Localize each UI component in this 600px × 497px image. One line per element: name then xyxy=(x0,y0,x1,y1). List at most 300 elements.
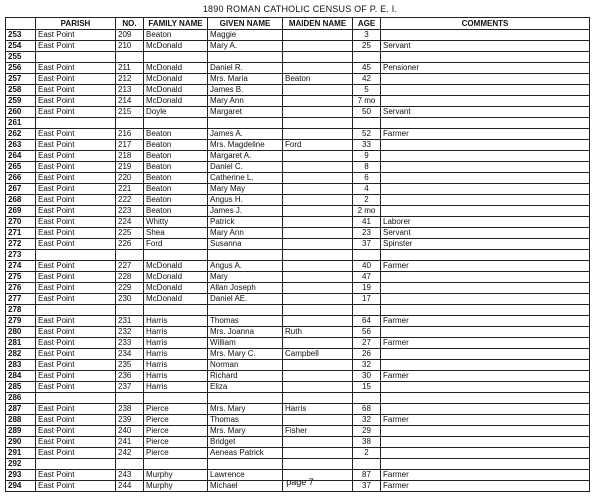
cell-family-name: Harris xyxy=(144,371,208,382)
cell-given-name: Mrs. Maria xyxy=(208,74,283,85)
table-row xyxy=(6,118,590,129)
cell-given-name: Mary A. xyxy=(208,41,283,52)
cell-age: 38 xyxy=(353,437,381,448)
cell-census-number: 231 xyxy=(116,316,144,327)
cell-family-name xyxy=(144,305,208,316)
cell-given-name: Norman xyxy=(208,360,283,371)
cell-age: 37 xyxy=(353,239,381,250)
cell-age xyxy=(353,52,381,63)
cell-family-name: McDonald xyxy=(144,96,208,107)
cell-family-name xyxy=(144,52,208,63)
cell-line-number: 257 xyxy=(6,74,36,85)
table-row xyxy=(6,173,590,184)
cell-family-name: Pierce xyxy=(144,437,208,448)
cell-comments xyxy=(381,151,590,162)
cell-maiden-name xyxy=(283,85,353,96)
cell-parish: East Point xyxy=(36,74,116,85)
cell-age: 47 xyxy=(353,272,381,283)
cell-given-name: Daniel AE. xyxy=(208,294,283,305)
cell-line-number: 254 xyxy=(6,41,36,52)
cell-family-name xyxy=(144,118,208,129)
table-row xyxy=(6,283,590,294)
cell-age: 7 mo xyxy=(353,96,381,107)
cell-comments: Servant xyxy=(381,228,590,239)
cell-comments: Farmer xyxy=(381,470,590,481)
cell-comments: Farmer xyxy=(381,316,590,327)
cell-comments xyxy=(381,173,590,184)
cell-parish: East Point xyxy=(36,481,116,492)
cell-family-name: McDonald xyxy=(144,85,208,96)
table-row xyxy=(6,217,590,228)
table-row xyxy=(6,129,590,140)
cell-comments: Farmer xyxy=(381,261,590,272)
cell-comments xyxy=(381,459,590,470)
cell-parish xyxy=(36,118,116,129)
cell-age xyxy=(353,250,381,261)
cell-parish: East Point xyxy=(36,360,116,371)
cell-family-name: Beaton xyxy=(144,173,208,184)
cell-census-number xyxy=(116,459,144,470)
cell-line-number: 283 xyxy=(6,360,36,371)
cell-family-name: Ford xyxy=(144,239,208,250)
cell-family-name: Beaton xyxy=(144,184,208,195)
cell-comments xyxy=(381,52,590,63)
cell-age: 26 xyxy=(353,349,381,360)
cell-census-number: 228 xyxy=(116,272,144,283)
cell-maiden-name xyxy=(283,184,353,195)
cell-maiden-name xyxy=(283,448,353,459)
cell-comments xyxy=(381,382,590,393)
cell-family-name: Harris xyxy=(144,316,208,327)
cell-census-number: 216 xyxy=(116,129,144,140)
cell-maiden-name xyxy=(283,41,353,52)
cell-maiden-name xyxy=(283,305,353,316)
cell-comments xyxy=(381,85,590,96)
cell-comments xyxy=(381,283,590,294)
cell-given-name xyxy=(208,393,283,404)
cell-family-name: McDonald xyxy=(144,283,208,294)
table-row xyxy=(6,184,590,195)
cell-census-number: 223 xyxy=(116,206,144,217)
cell-age: 3 xyxy=(353,30,381,41)
cell-family-name: Whitty xyxy=(144,217,208,228)
table-row xyxy=(6,261,590,272)
cell-maiden-name xyxy=(283,195,353,206)
cell-given-name: James J. xyxy=(208,206,283,217)
cell-family-name: Harris xyxy=(144,360,208,371)
cell-census-number: 212 xyxy=(116,74,144,85)
cell-line-number: 282 xyxy=(6,349,36,360)
table-header-row xyxy=(6,18,590,30)
cell-maiden-name xyxy=(283,371,353,382)
cell-given-name: Allan Joseph xyxy=(208,283,283,294)
table-row xyxy=(6,151,590,162)
cell-given-name: Patrick xyxy=(208,217,283,228)
cell-census-number: 243 xyxy=(116,470,144,481)
cell-maiden-name xyxy=(283,52,353,63)
cell-age: 29 xyxy=(353,426,381,437)
cell-given-name xyxy=(208,459,283,470)
cell-comments xyxy=(381,393,590,404)
cell-comments: Spinster xyxy=(381,239,590,250)
cell-line-number: 291 xyxy=(6,448,36,459)
cell-maiden-name xyxy=(283,272,353,283)
table-row xyxy=(6,195,590,206)
table-row xyxy=(6,41,590,52)
cell-maiden-name xyxy=(283,217,353,228)
cell-given-name: Mrs. Mary C. xyxy=(208,349,283,360)
cell-comments xyxy=(381,437,590,448)
cell-age: 2 mo xyxy=(353,206,381,217)
cell-census-number xyxy=(116,393,144,404)
table-row xyxy=(6,107,590,118)
cell-census-number: 213 xyxy=(116,85,144,96)
cell-age: 42 xyxy=(353,74,381,85)
cell-census-number xyxy=(116,305,144,316)
cell-given-name xyxy=(208,118,283,129)
cell-family-name: Murphy xyxy=(144,470,208,481)
cell-age: 17 xyxy=(353,294,381,305)
cell-family-name: Beaton xyxy=(144,206,208,217)
cell-comments: Farmer xyxy=(381,338,590,349)
cell-parish: East Point xyxy=(36,415,116,426)
cell-line-number: 262 xyxy=(6,129,36,140)
cell-comments xyxy=(381,426,590,437)
cell-family-name: Pierce xyxy=(144,415,208,426)
cell-line-number: 260 xyxy=(6,107,36,118)
column-header-parish: PARISH xyxy=(36,18,116,30)
cell-census-number xyxy=(116,118,144,129)
cell-line-number: 287 xyxy=(6,404,36,415)
page-title: 1890 ROMAN CATHOLIC CENSUS OF P. E. I. xyxy=(202,4,398,14)
cell-maiden-name xyxy=(283,316,353,327)
cell-census-number: 233 xyxy=(116,338,144,349)
table-row xyxy=(6,206,590,217)
cell-comments: Farmer xyxy=(381,481,590,492)
cell-parish: East Point xyxy=(36,338,116,349)
cell-age: 64 xyxy=(353,316,381,327)
column-header-comments: COMMENTS xyxy=(381,18,590,30)
cell-family-name: Harris xyxy=(144,349,208,360)
cell-parish: East Point xyxy=(36,437,116,448)
cell-line-number: 259 xyxy=(6,96,36,107)
cell-parish: East Point xyxy=(36,63,116,74)
cell-line-number: 267 xyxy=(6,184,36,195)
cell-census-number xyxy=(116,250,144,261)
cell-comments xyxy=(381,327,590,338)
table-row xyxy=(6,393,590,404)
cell-age: 32 xyxy=(353,360,381,371)
cell-age: 45 xyxy=(353,63,381,74)
cell-line-number: 265 xyxy=(6,162,36,173)
cell-maiden-name xyxy=(283,107,353,118)
cell-line-number: 273 xyxy=(6,250,36,261)
cell-comments xyxy=(381,404,590,415)
cell-parish xyxy=(36,250,116,261)
column-header-family-name: FAMILY NAME xyxy=(144,18,208,30)
cell-family-name: McDonald xyxy=(144,272,208,283)
cell-family-name: Pierce xyxy=(144,426,208,437)
cell-given-name: Thomas xyxy=(208,415,283,426)
cell-census-number: 232 xyxy=(116,327,144,338)
cell-census-number: 209 xyxy=(116,30,144,41)
cell-census-number: 230 xyxy=(116,294,144,305)
table-row xyxy=(6,162,590,173)
cell-age xyxy=(353,459,381,470)
cell-line-number: 268 xyxy=(6,195,36,206)
cell-maiden-name: Beaton xyxy=(283,74,353,85)
cell-age: 2 xyxy=(353,195,381,206)
census-table xyxy=(5,17,590,492)
table-row xyxy=(6,382,590,393)
cell-parish xyxy=(36,305,116,316)
cell-line-number: 256 xyxy=(6,63,36,74)
cell-parish: East Point xyxy=(36,349,116,360)
cell-line-number: 278 xyxy=(6,305,36,316)
cell-comments xyxy=(381,294,590,305)
cell-line-number: 261 xyxy=(6,118,36,129)
cell-census-number: 214 xyxy=(116,96,144,107)
cell-family-name: McDonald xyxy=(144,63,208,74)
cell-line-number: 272 xyxy=(6,239,36,250)
cell-family-name xyxy=(144,459,208,470)
cell-line-number: 293 xyxy=(6,470,36,481)
cell-comments xyxy=(381,118,590,129)
cell-parish: East Point xyxy=(36,239,116,250)
cell-parish: East Point xyxy=(36,184,116,195)
cell-census-number: 229 xyxy=(116,283,144,294)
cell-comments: Laborer xyxy=(381,217,590,228)
cell-maiden-name: Ford xyxy=(283,140,353,151)
cell-parish: East Point xyxy=(36,195,116,206)
cell-comments: Farmer xyxy=(381,415,590,426)
table-row xyxy=(6,316,590,327)
cell-age: 56 xyxy=(353,327,381,338)
table-row xyxy=(6,305,590,316)
cell-census-number: 217 xyxy=(116,140,144,151)
cell-census-number: 211 xyxy=(116,63,144,74)
cell-line-number: 285 xyxy=(6,382,36,393)
cell-parish: East Point xyxy=(36,382,116,393)
cell-age: 33 xyxy=(353,140,381,151)
cell-comments: Farmer xyxy=(381,371,590,382)
cell-comments xyxy=(381,162,590,173)
cell-comments xyxy=(381,206,590,217)
cell-family-name: Pierce xyxy=(144,448,208,459)
table-row xyxy=(6,74,590,85)
cell-census-number: 241 xyxy=(116,437,144,448)
cell-maiden-name xyxy=(283,459,353,470)
cell-family-name: Shea xyxy=(144,228,208,239)
cell-given-name: Mrs. Joanna xyxy=(208,327,283,338)
cell-family-name: Beaton xyxy=(144,140,208,151)
cell-given-name: Susanna xyxy=(208,239,283,250)
cell-census-number: 221 xyxy=(116,184,144,195)
cell-family-name: Beaton xyxy=(144,162,208,173)
cell-parish: East Point xyxy=(36,272,116,283)
table-row xyxy=(6,85,590,96)
cell-family-name: Harris xyxy=(144,338,208,349)
cell-maiden-name xyxy=(283,173,353,184)
table-row xyxy=(6,52,590,63)
cell-given-name xyxy=(208,305,283,316)
cell-age: 30 xyxy=(353,371,381,382)
cell-maiden-name xyxy=(283,162,353,173)
cell-age: 4 xyxy=(353,184,381,195)
cell-given-name: Michael xyxy=(208,481,283,492)
table-row xyxy=(6,371,590,382)
cell-census-number: 244 xyxy=(116,481,144,492)
cell-maiden-name xyxy=(283,338,353,349)
cell-given-name: Bridget xyxy=(208,437,283,448)
cell-age xyxy=(353,118,381,129)
cell-maiden-name: Campbell xyxy=(283,349,353,360)
cell-line-number: 280 xyxy=(6,327,36,338)
cell-census-number: 238 xyxy=(116,404,144,415)
cell-parish xyxy=(36,52,116,63)
cell-comments: Servant xyxy=(381,41,590,52)
cell-family-name xyxy=(144,250,208,261)
table-row xyxy=(6,272,590,283)
cell-comments xyxy=(381,349,590,360)
column-header-line-number xyxy=(6,18,36,30)
cell-given-name: Mrs. Mary xyxy=(208,426,283,437)
cell-comments xyxy=(381,184,590,195)
cell-age: 6 xyxy=(353,173,381,184)
cell-census-number: 240 xyxy=(116,426,144,437)
cell-line-number: 294 xyxy=(6,481,36,492)
table-row xyxy=(6,294,590,305)
cell-comments xyxy=(381,448,590,459)
cell-line-number: 264 xyxy=(6,151,36,162)
cell-comments xyxy=(381,195,590,206)
cell-parish: East Point xyxy=(36,371,116,382)
cell-parish: East Point xyxy=(36,448,116,459)
cell-age: 32 xyxy=(353,415,381,426)
cell-line-number: 284 xyxy=(6,371,36,382)
cell-age: 19 xyxy=(353,283,381,294)
cell-given-name: Daniel R. xyxy=(208,63,283,74)
cell-census-number: 222 xyxy=(116,195,144,206)
cell-line-number: 258 xyxy=(6,85,36,96)
cell-age: 87 xyxy=(353,470,381,481)
cell-line-number: 277 xyxy=(6,294,36,305)
table-row xyxy=(6,338,590,349)
cell-age: 50 xyxy=(353,107,381,118)
cell-line-number: 270 xyxy=(6,217,36,228)
cell-line-number: 253 xyxy=(6,30,36,41)
cell-family-name: Harris xyxy=(144,327,208,338)
cell-line-number: 286 xyxy=(6,393,36,404)
cell-parish: East Point xyxy=(36,327,116,338)
cell-maiden-name xyxy=(283,360,353,371)
cell-parish: East Point xyxy=(36,283,116,294)
cell-parish: East Point xyxy=(36,85,116,96)
cell-line-number: 281 xyxy=(6,338,36,349)
cell-census-number: 215 xyxy=(116,107,144,118)
cell-given-name: Mary May xyxy=(208,184,283,195)
cell-given-name: Lawrence xyxy=(208,470,283,481)
cell-parish: East Point xyxy=(36,217,116,228)
cell-line-number: 275 xyxy=(6,272,36,283)
cell-family-name: Beaton xyxy=(144,129,208,140)
cell-given-name: Daniel C. xyxy=(208,162,283,173)
cell-age: 25 xyxy=(353,41,381,52)
cell-maiden-name xyxy=(283,382,353,393)
cell-family-name: Harris xyxy=(144,382,208,393)
table-row xyxy=(6,239,590,250)
cell-given-name: James A. xyxy=(208,129,283,140)
cell-given-name: William xyxy=(208,338,283,349)
table-row xyxy=(6,250,590,261)
cell-age xyxy=(353,393,381,404)
cell-comments: Farmer xyxy=(381,129,590,140)
table-row xyxy=(6,30,590,41)
cell-maiden-name xyxy=(283,151,353,162)
cell-parish: East Point xyxy=(36,129,116,140)
cell-line-number: 292 xyxy=(6,459,36,470)
table-row xyxy=(6,96,590,107)
cell-age: 15 xyxy=(353,382,381,393)
cell-given-name: Richard xyxy=(208,371,283,382)
table-row xyxy=(6,228,590,239)
cell-family-name: Murphy xyxy=(144,481,208,492)
column-header-census-number: NO. xyxy=(116,18,144,30)
cell-line-number: 290 xyxy=(6,437,36,448)
cell-given-name: Thomas xyxy=(208,316,283,327)
cell-census-number: 220 xyxy=(116,173,144,184)
cell-given-name: Margaret xyxy=(208,107,283,118)
cell-parish: East Point xyxy=(36,426,116,437)
cell-maiden-name: Ruth xyxy=(283,327,353,338)
cell-maiden-name: Fisher xyxy=(283,426,353,437)
cell-comments: Servant xyxy=(381,107,590,118)
cell-parish: East Point xyxy=(36,228,116,239)
cell-census-number xyxy=(116,52,144,63)
column-header-given-name: GIVEN NAME xyxy=(208,18,283,30)
cell-parish: East Point xyxy=(36,107,116,118)
cell-age: 68 xyxy=(353,404,381,415)
cell-parish: East Point xyxy=(36,41,116,52)
table-row xyxy=(6,404,590,415)
table-row xyxy=(6,140,590,151)
cell-line-number: 288 xyxy=(6,415,36,426)
cell-age: 27 xyxy=(353,338,381,349)
cell-parish: East Point xyxy=(36,30,116,41)
page-number: page 7 xyxy=(286,477,314,487)
cell-line-number: 274 xyxy=(6,261,36,272)
table-row xyxy=(6,448,590,459)
cell-census-number: 218 xyxy=(116,151,144,162)
cell-age: 8 xyxy=(353,162,381,173)
cell-maiden-name xyxy=(283,437,353,448)
cell-maiden-name xyxy=(283,250,353,261)
cell-age: 23 xyxy=(353,228,381,239)
cell-parish: East Point xyxy=(36,294,116,305)
cell-census-number: 242 xyxy=(116,448,144,459)
cell-parish: East Point xyxy=(36,173,116,184)
cell-comments: Pensioner xyxy=(381,63,590,74)
cell-given-name: Mrs. Mary xyxy=(208,404,283,415)
cell-age: 52 xyxy=(353,129,381,140)
cell-family-name: McDonald xyxy=(144,294,208,305)
cell-comments xyxy=(381,272,590,283)
cell-parish xyxy=(36,459,116,470)
cell-census-number: 234 xyxy=(116,349,144,360)
cell-age: 2 xyxy=(353,448,381,459)
cell-line-number: 266 xyxy=(6,173,36,184)
cell-given-name: James B. xyxy=(208,85,283,96)
